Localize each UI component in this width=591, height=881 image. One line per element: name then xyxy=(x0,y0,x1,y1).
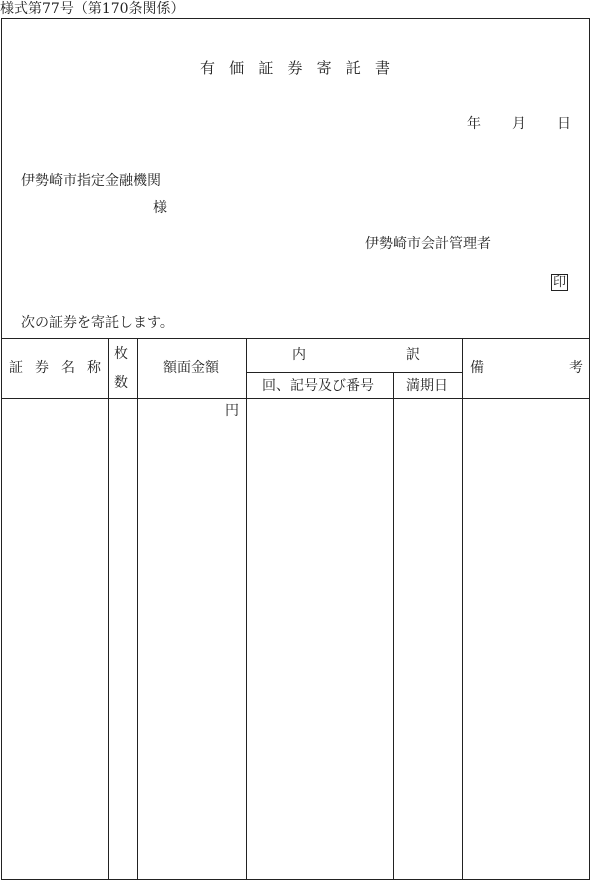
header-face-amount: 額面金額 xyxy=(163,360,219,376)
document-frame xyxy=(1,18,590,880)
header-maturity-date: 満期日 xyxy=(406,378,448,394)
deposit-statement: 次の証券を寄託します。 xyxy=(21,315,174,331)
table-header-bottom-border xyxy=(1,398,590,399)
title-char: 寄 xyxy=(316,59,332,77)
breakdown-subheader-divider xyxy=(246,372,463,373)
header-breakdown: 内 訳 xyxy=(292,347,420,363)
column-divider xyxy=(393,372,394,880)
column-divider xyxy=(462,338,463,880)
form-number: 様式第77号（第170条関係） xyxy=(0,1,185,17)
table-top-border xyxy=(1,338,590,339)
document-title xyxy=(200,61,390,76)
header-count-1: 枚 xyxy=(114,346,128,362)
header-issue-number: 回、記号及び番号 xyxy=(262,378,374,394)
seal-mark: 印 xyxy=(552,275,566,290)
title-char: 託 xyxy=(345,59,361,77)
column-divider xyxy=(108,338,109,880)
title-char: 証 xyxy=(258,59,274,77)
title-char: 有 xyxy=(200,59,216,77)
header-security-name: 証 券 名 称 xyxy=(9,360,101,376)
title-char: 券 xyxy=(287,59,303,77)
date-year-label: 年 xyxy=(467,116,481,132)
addressee-institution: 伊勢崎市指定金融機関 xyxy=(21,173,161,189)
sender-name: 伊勢崎市会計管理者 xyxy=(365,236,491,252)
header-count-2: 数 xyxy=(114,375,128,391)
header-remarks: 備 考 xyxy=(470,360,583,376)
column-divider xyxy=(246,338,247,880)
addressee-honorific: 様 xyxy=(153,200,167,216)
date-month-label: 月 xyxy=(512,116,526,132)
title-char: 価 xyxy=(229,59,245,77)
title-char: 書 xyxy=(374,59,390,77)
currency-unit: 円 xyxy=(225,403,239,419)
date-day-label: 日 xyxy=(557,116,571,132)
column-divider xyxy=(137,338,138,880)
